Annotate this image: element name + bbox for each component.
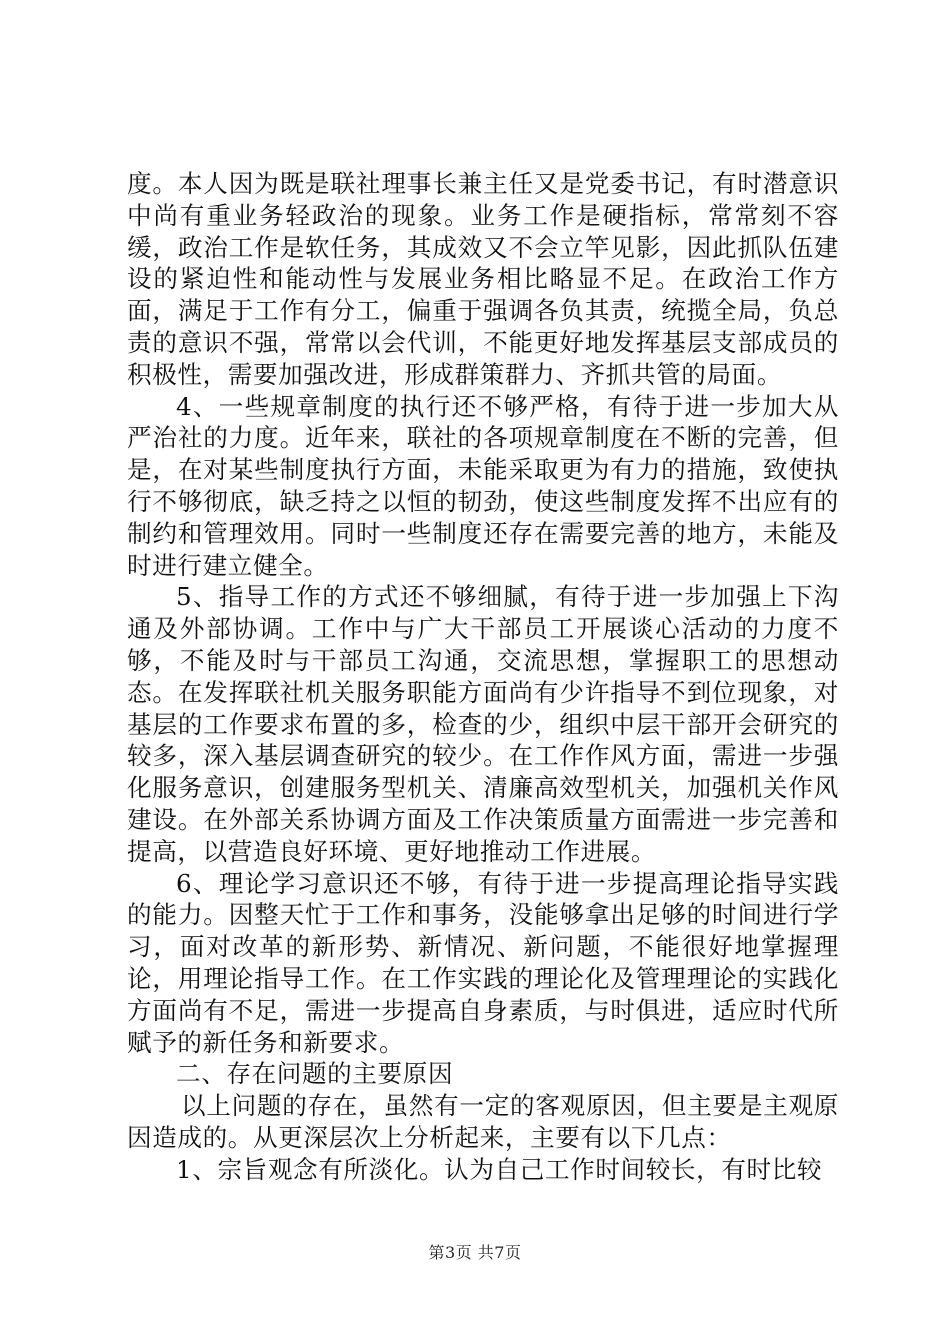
paragraph-continuation: 度。本人因为既是联社理事长兼主任又是党委书记，有时潜意识中尚有重业务轻政治的现象。业务工作是硬指标，常常刻不容缓，政治工作是软任务，其成效又不会立竿见影，因此抓队伍建设的紧迫性和能动性与发展业务相比略显不足。在政治工作方面，满足于工作有分工，偏重于强调各负其责，统揽全局，负总责的意识不强，常常以会代训，不能更好地发挥基层支部成员的积极性，需要加强改进，形成群策群力、齐抓共管的局面。 xyxy=(127,169,839,389)
paragraph-cause-1: 1、宗旨观念有所淡化。认为自己工作时间较长，有时比较 xyxy=(176,1154,823,1184)
paragraph-causes-intro: 以上问题的存在，虽然有一定的客观原因，但主要是主观原因造成的。从更深层次上分析起来，主要有以下几点： xyxy=(127,1091,839,1152)
paragraph-item-4: 4、一些规章制度的执行还不够严格，有待于进一步加大从严治社的力度。近年来，联社的各项规章制度在不断的完善，但是，在对某些制度执行方面，未能采取更为有力的措施，致使执行不够彻底，缺乏持之以恒的韧劲，使这些制度发挥不出应有的制约和管理效用。同时一些制度还存在需要完善的地方，未能及时进行建立健全。 xyxy=(127,391,839,580)
paragraph-item-6: 6、理论学习意识还不够，有待于进一步提高理论指导实践的能力。因整天忙于工作和事务，没能够拿出足够的时间进行学习，面对改革的新形势、新情况、新问题，不能很好地掌握理论，用理论指导工作。在工作实践的理论化及管理理论的实践化方面尚有不足，需进一步提高自身素质，与时俱进，适应时代所赋予的新任务和新要求。 xyxy=(127,868,839,1057)
page-number-footer: 第3页 共7页 xyxy=(428,1243,522,1262)
document-body xyxy=(127,168,839,1186)
section-heading: 二、存在问题的主要原因 xyxy=(176,1059,454,1089)
paragraph-item-5: 5、指导工作的方式还不够细腻，有待于进一步加强上下沟通及外部协调。工作中与广大干部员工开展谈心活动的力度不够，不能及时与干部员工沟通，交流思想，掌握职工的思想动态。在发挥联社机关服务职能方面尚有少许指导不到位现象，对基层的工作要求布置的多，检查的少，组织中层干部开会研究的较多，深入基层调查研究的较少。在工作作风方面，需进一步强化服务意识，创建服务型机关、清廉高效型机关，加强机关作风建设。在外部关系协调方面及工作决策质量方面需进一步完善和提高，以营造良好环境、更好地推动工作进展。 xyxy=(127,582,839,866)
